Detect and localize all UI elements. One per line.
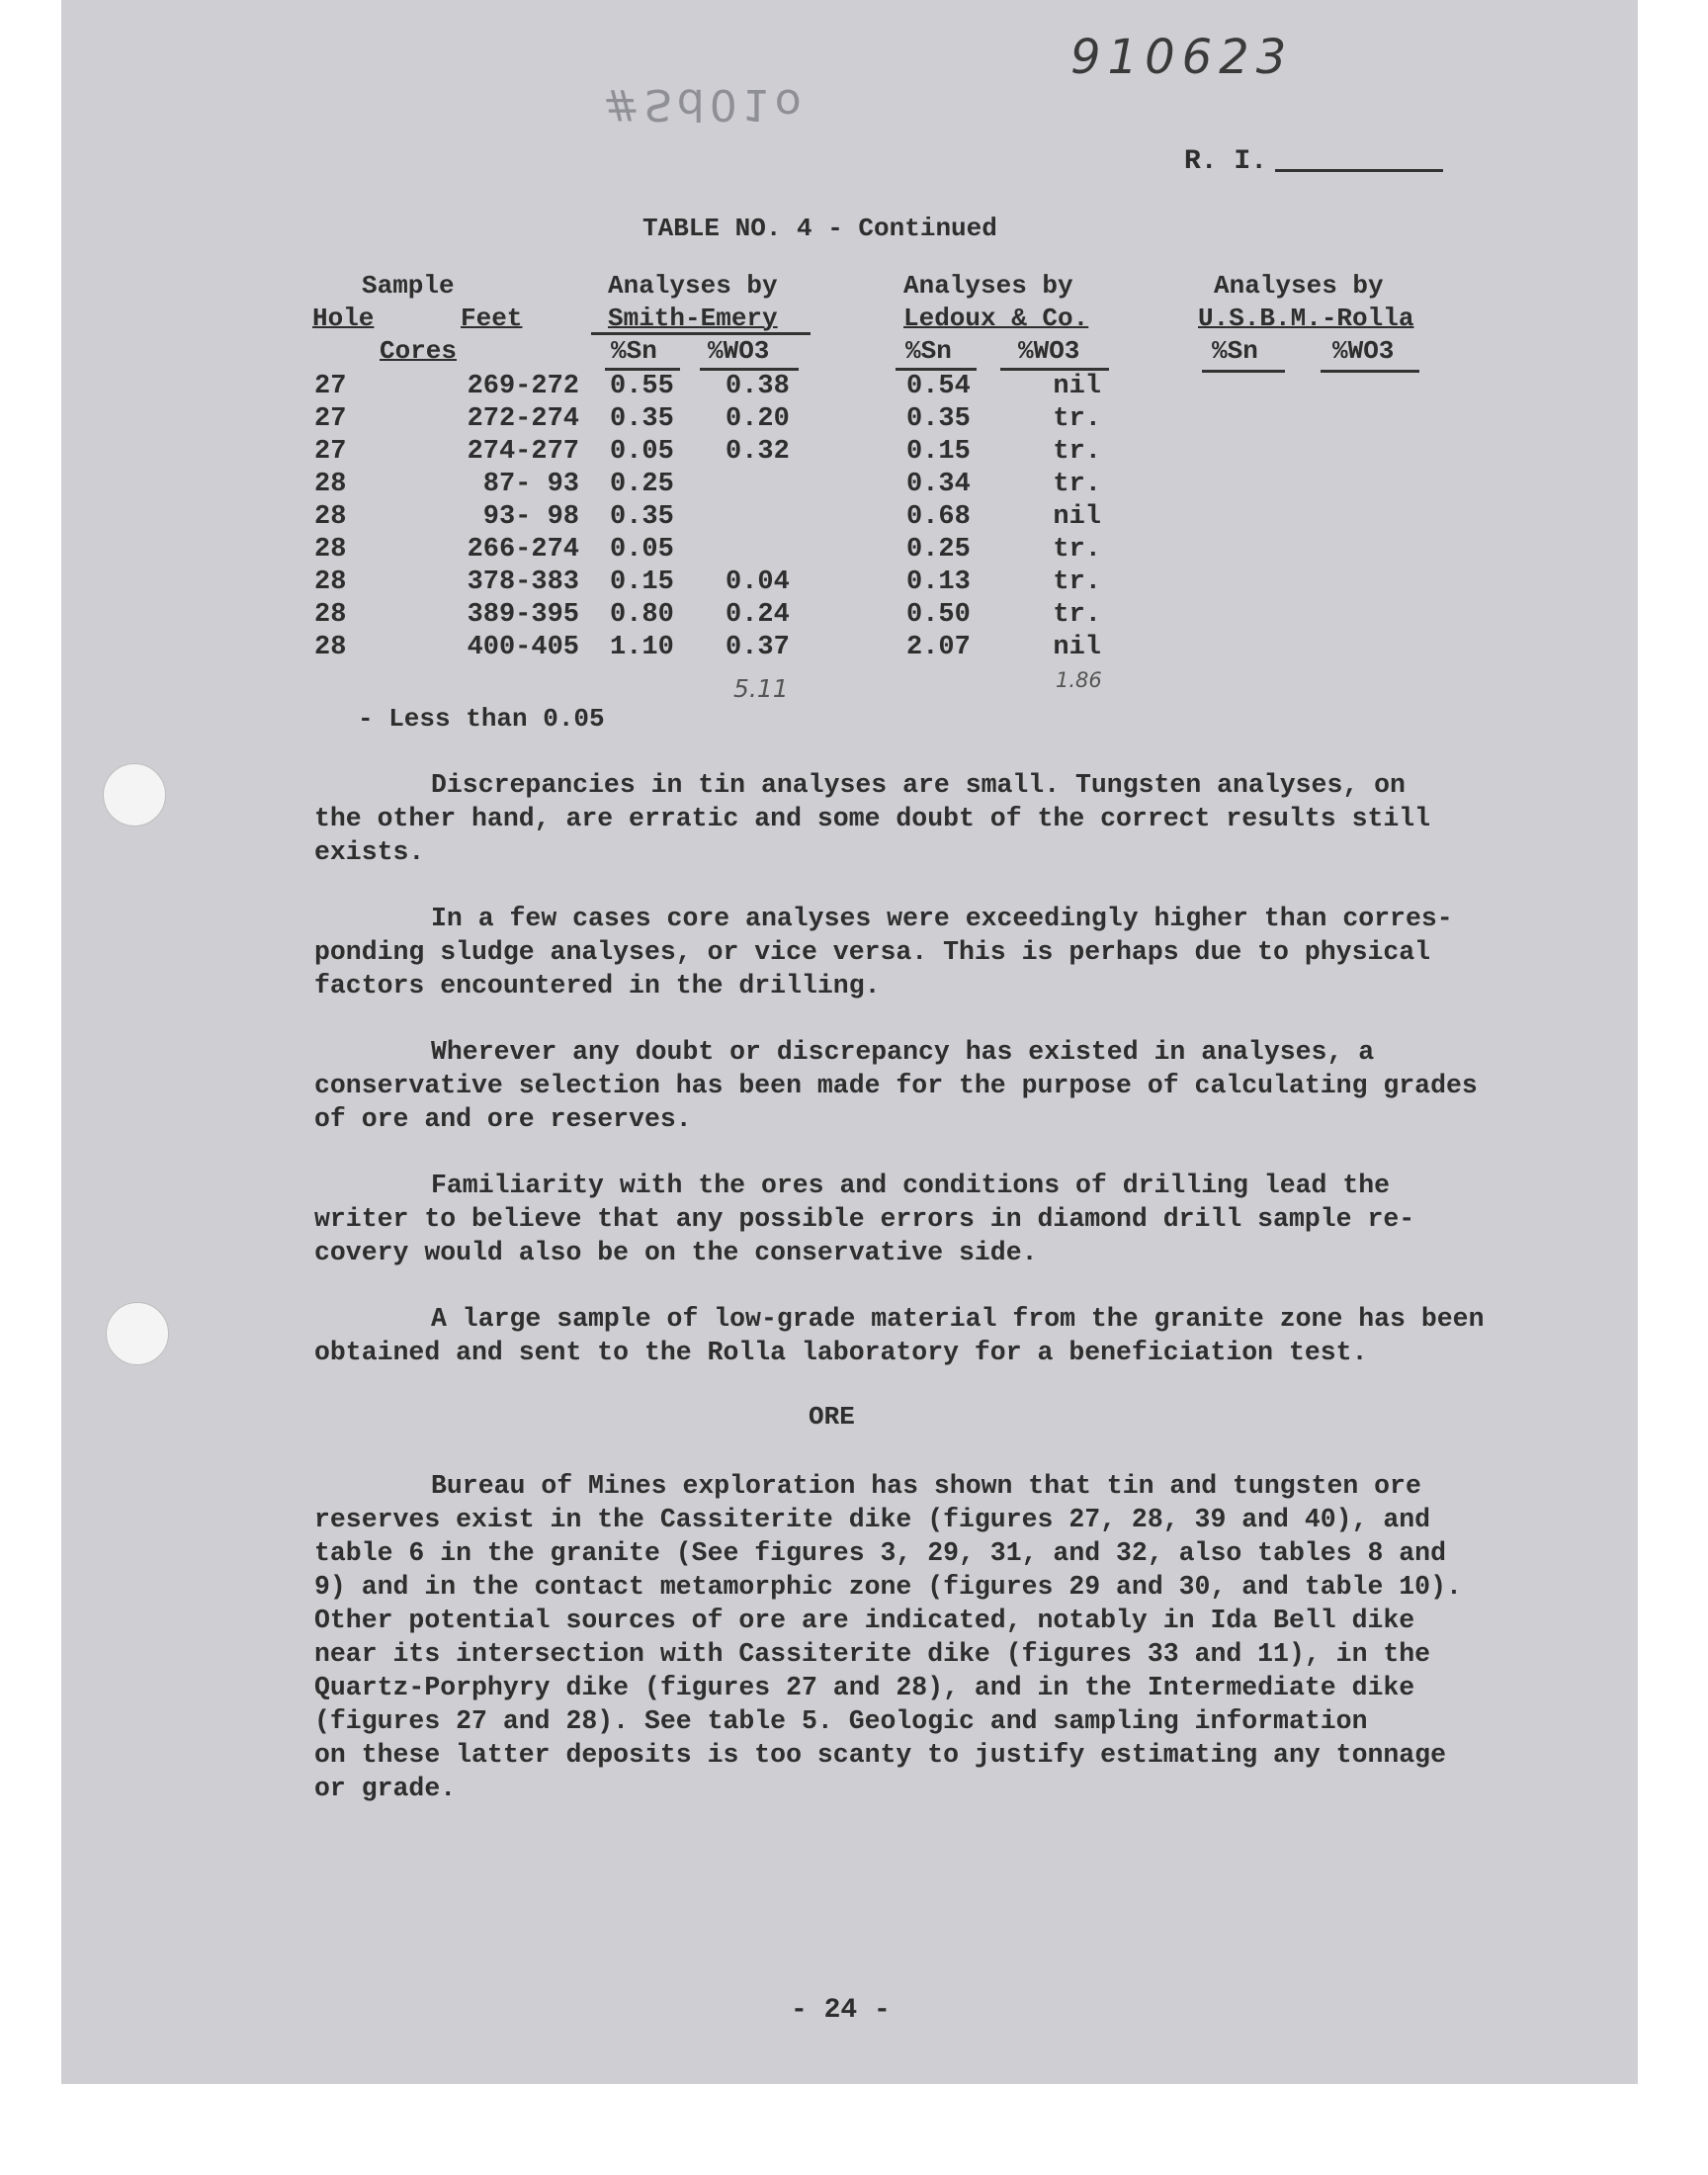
cell-smith-emery-sn: 0.05 <box>610 535 674 565</box>
cell-smith-emery-sn: 1.10 <box>610 633 674 662</box>
cell-ledoux-sn: 0.13 <box>906 567 971 597</box>
paragraph-ore: Bureau of Mines exploration has shown that tin and tungsten ore reserves exist in the Cassiterite dike (figures 27, 28, 39 and 40), and table 6 in the granite (See figures 3, 29, 31, and 32, also tables 8 and 9) and in the contact metamorphic zone (figures 29 and 30, and table 10). Other potential sources of ore are indicated, notably in Ida Bell dike near its intersection with Cassiterite dike (figures 33 and 11), in the Quartz-Porphyry dike (figures 27 and 28), and in the Intermediate dike (figures 27 and 28). See table 5. Geologic and sampling information on these latter deposits is too scanty to justify estimating any tonnage or grade. <box>314 1471 1462 1803</box>
cell-smith-emery-wo3: 0.37 <box>726 633 790 662</box>
punch-hole-top <box>103 763 166 826</box>
cell-ledoux-sn: 0.50 <box>906 600 971 630</box>
cell-smith-emery-sn: 0.25 <box>610 470 674 499</box>
cell-ledoux-wo3: nil <box>1053 502 1101 532</box>
cell-ledoux-wo3: tr. <box>1053 437 1101 467</box>
header-rolla-line2: U.S.B.M.-Rolla <box>1198 304 1414 333</box>
cell-ledoux-sn: 0.68 <box>906 502 971 532</box>
faint-stamp-number: #Sd01o <box>603 79 807 130</box>
header-rolla-wo3: %WO3 <box>1332 336 1395 366</box>
cell-feet: 93- 98 <box>482 502 579 532</box>
cell-hole: 28 <box>314 633 347 662</box>
header-ledoux-line1: Analyses by <box>903 271 1073 301</box>
cell-ledoux-sn: 0.35 <box>906 404 971 434</box>
ledoux-sn-rule <box>896 368 977 371</box>
cell-smith-emery-sn: 0.35 <box>610 502 674 532</box>
header-ledoux-sn: %Sn <box>905 336 952 366</box>
cell-smith-emery-wo3: 0.24 <box>726 600 790 630</box>
report-code <box>1184 146 1443 177</box>
cell-smith-emery-sn: 0.55 <box>610 372 674 401</box>
cell-feet: 269-272 <box>467 372 579 401</box>
cell-smith-emery-sn: 0.05 <box>610 437 674 467</box>
cell-feet: 274-277 <box>467 437 579 467</box>
punch-hole-bottom <box>106 1302 169 1365</box>
cell-ledoux-wo3: nil <box>1053 372 1101 401</box>
cell-ledoux-sn: 0.54 <box>906 372 971 401</box>
ledoux-wo3-rule <box>1000 368 1109 371</box>
header-smith-emery-line1: Analyses by <box>608 271 778 301</box>
cell-hole: 27 <box>314 437 347 467</box>
cell-ledoux-sn: 0.34 <box>906 470 971 499</box>
smith-emery-rule <box>591 332 811 335</box>
header-sample: Sample <box>362 271 455 301</box>
cell-hole: 27 <box>314 372 347 401</box>
paragraph-core-analyses: In a few cases core analyses were exceedingly higher than corres- ponding sludge analyses, or vice versa. This is perhaps due to physical factors encountered in the drilling. <box>314 904 1453 1000</box>
cell-ledoux-wo3: tr. <box>1053 600 1101 630</box>
cell-ledoux-sn: 0.25 <box>906 535 971 565</box>
smith-emery-wo3-rule <box>700 368 799 371</box>
page-number: - 24 - <box>791 1995 891 2026</box>
header-ledoux-wo3: %WO3 <box>1018 336 1080 366</box>
cell-hole: 28 <box>314 567 347 597</box>
cell-ledoux-sn: 0.15 <box>906 437 971 467</box>
header-feet: Feet <box>461 304 523 333</box>
section-heading-ore: ORE <box>809 1402 855 1432</box>
report-code-label: R. I. <box>1184 146 1268 177</box>
cell-ledoux-wo3: tr. <box>1053 567 1101 597</box>
cell-hole: 28 <box>314 470 347 499</box>
cell-smith-emery-wo3: 0.04 <box>726 567 790 597</box>
report-code-blank <box>1275 169 1443 172</box>
rolla-sn-rule <box>1202 370 1285 373</box>
table-footnote: - Less than 0.05 <box>358 704 605 734</box>
cell-ledoux-wo3: nil <box>1053 633 1101 662</box>
handwritten-total-ledoux: 1.86 <box>1056 668 1102 692</box>
cell-feet: 266-274 <box>467 535 579 565</box>
header-smith-emery-sn: %Sn <box>611 336 657 366</box>
paragraph-large-sample: A large sample of low-grade material from the granite zone has been obtained and sent to the Rolla laboratory for a beneficiation test. <box>314 1304 1485 1367</box>
header-ledoux-line2: Ledoux & Co. <box>903 304 1089 333</box>
header-hole: Hole <box>312 304 375 333</box>
table-title: TABLE NO. 4 - Continued <box>642 214 997 243</box>
header-smith-emery-line2: Smith-Emery <box>608 304 778 333</box>
paragraph-discrepancies: Discrepancies in tin analyses are small. Tungsten analyses, on the other hand, are erratic and some doubt of the correct results still exists. <box>314 770 1431 867</box>
header-rolla-line1: Analyses by <box>1214 271 1384 301</box>
cell-smith-emery-wo3: 0.32 <box>726 437 790 467</box>
paragraph-familiarity: Familiarity with the ores and conditions of drilling lead the writer to believe that any possible errors in diamond drill sample re- covery would also be on the conservative side. <box>314 1171 1415 1267</box>
handwritten-document-number: 910623 <box>1070 30 1294 85</box>
cell-feet: 389-395 <box>467 600 579 630</box>
smith-emery-sn-rule <box>605 368 680 371</box>
cell-smith-emery-wo3: 0.38 <box>726 372 790 401</box>
cell-ledoux-wo3: tr. <box>1053 535 1101 565</box>
cell-smith-emery-wo3: 0.20 <box>726 404 790 434</box>
cell-hole: 28 <box>314 535 347 565</box>
cell-smith-emery-sn: 0.80 <box>610 600 674 630</box>
cell-ledoux-wo3: tr. <box>1053 404 1101 434</box>
cell-hole: 28 <box>314 600 347 630</box>
paragraph-conservative-selection: Wherever any doubt or discrepancy has existed in analyses, a conservative selection has been made for the purpose of calculating grades of ore and ore reserves. <box>314 1037 1478 1134</box>
cell-feet: 400-405 <box>467 633 579 662</box>
cell-ledoux-wo3: tr. <box>1053 470 1101 499</box>
cell-hole: 28 <box>314 502 347 532</box>
rolla-wo3-rule <box>1321 370 1419 373</box>
cell-smith-emery-sn: 0.35 <box>610 404 674 434</box>
handwritten-total-smith-emery: 5.11 <box>733 674 789 703</box>
cell-feet: 87- 93 <box>482 470 579 499</box>
cell-feet: 272-274 <box>467 404 579 434</box>
cell-feet: 378-383 <box>467 567 579 597</box>
cell-ledoux-sn: 2.07 <box>906 633 971 662</box>
header-smith-emery-wo3: %WO3 <box>708 336 770 366</box>
header-rolla-sn: %Sn <box>1212 336 1258 366</box>
header-cores: Cores <box>380 336 458 366</box>
cell-smith-emery-sn: 0.15 <box>610 567 674 597</box>
cell-hole: 27 <box>314 404 347 434</box>
